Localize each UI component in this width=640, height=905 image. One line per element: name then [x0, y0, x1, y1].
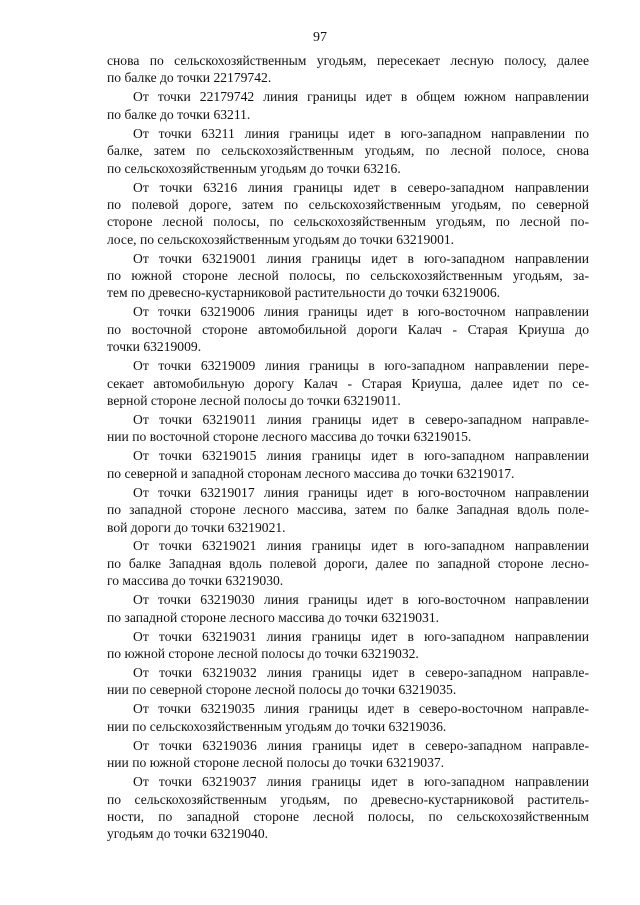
text-line: балке, затем по сельскохозяйственным угодьям, по лесной полосе, снова: [107, 143, 589, 159]
paragraph: [107, 250, 589, 302]
paragraph: [107, 700, 589, 735]
text-line: по сельскохозяйственным угодьям, по древесно-кустарниковой раститель-: [107, 791, 589, 807]
text-line: точки 63219009.: [107, 339, 202, 355]
text-line: От точки 63219011 линия границы идет в северо-западном направле-: [133, 411, 589, 427]
text-line: От точки 63219031 линия границы идет в юго-западном направлении: [133, 628, 589, 644]
text-line: секает автомобильную дорогу Калач - Старая Криуша, далее идет по се-: [107, 375, 589, 391]
body-text: [107, 52, 589, 843]
paragraph: [107, 88, 589, 123]
paragraph: [107, 737, 589, 772]
text-line: по западной стороне лесного массива, затем по балке Западная вдоль поле-: [107, 502, 589, 518]
text-line: От точки 63219032 линия границы идет в северо-западном направле-: [133, 665, 589, 680]
paragraph: [107, 537, 589, 589]
text-line: От точки 63219009 линия границы в юго-западном направлении пере-: [133, 358, 589, 374]
text-line: по балке до точки 63211.: [107, 106, 251, 122]
text-line: по полевой дороге, затем по сельскохозяйственным угодьям, по северной: [107, 196, 589, 212]
text-line: От точки 63211 линия границы идет в юго-западном направлении по: [133, 125, 589, 141]
page-number: 97: [313, 30, 327, 45]
paragraph: [107, 357, 589, 409]
text-line: От точки 63219037 линия границы идет в юго-западном направлении: [133, 774, 589, 790]
paragraph: [107, 664, 589, 699]
text-line: нии по южной стороне лесной полосы до точки 63219037.: [107, 755, 445, 771]
text-line: по балке до точки 22179742.: [107, 70, 272, 86]
text-line: нии по сельскохозяйственным угодьям до точки 63219036.: [107, 718, 447, 734]
text-line: От точки 63219035 линия границы идет в северо-восточном направле-: [133, 701, 589, 717]
paragraph: [107, 484, 589, 536]
text-line: вой дороги до точки 63219021.: [107, 519, 286, 535]
text-line: по северной и западной сторонам лесного массива до точки 63219017.: [107, 465, 515, 481]
text-line: по восточной стороне автомобильной дороги Калач - Старая Криуша до: [107, 321, 589, 337]
text-line: От точки 22179742 линия границы идет в общем южном направлении: [133, 89, 589, 105]
text-line: по балке Западная вдоль полевой дороги, далее по западной стороне лесно-: [107, 555, 589, 571]
text-line: по сельскохозяйственным угодьям до точки 63216.: [107, 160, 401, 176]
text-line: От точки 63219017 линия границы идет в юго-восточном направлении: [133, 484, 589, 500]
text-line: снова по сельскохозяйственным угодьям, пересекает лесную полосу, далее: [107, 53, 589, 68]
text-line: угодьям до точки 63219040.: [107, 826, 269, 842]
paragraph: [107, 773, 589, 843]
paragraph: [107, 628, 589, 663]
paragraph: [107, 411, 589, 446]
text-line: верной стороне лесной полосы до точки 63219011.: [107, 392, 401, 408]
paragraph: [107, 447, 589, 482]
text-line: нии по восточной стороне лесного массива до точки 63219015.: [107, 429, 472, 445]
text-line: по южной стороне лесной полосы, по сельскохозяйственным угодьям, за-: [107, 268, 589, 284]
text-line: го массива до точки 63219030.: [107, 573, 284, 589]
text-line: От точки 63219001 линия границы идет в юго-западном направлении: [133, 250, 589, 266]
text-line: От точки 63219015 линия границы идет в юго-западном направлении: [133, 448, 589, 464]
text-line: стороне лесной полосы, по сельскохозяйственным угодьям, по лесной по-: [107, 214, 589, 230]
paragraph: [107, 591, 589, 626]
text-line: От точки 63219030 линия границы идет в юго-восточном направлении: [133, 592, 589, 608]
text-line: лосе, по сельскохозяйственным угодьям до точки 63219001.: [107, 231, 455, 247]
text-line: От точки 63219021 линия границы идет в юго-западном направлении: [133, 538, 589, 554]
text-line: нии по северной стороне лесной полосы до точки 63219035.: [107, 682, 457, 698]
text-line: по западной стороне лесного массива до точки 63219031.: [107, 609, 440, 625]
text-line: От точки 63219006 линия границы идет в юго-восточном направлении: [133, 304, 589, 320]
paragraph: [107, 52, 589, 87]
paragraph: [107, 125, 589, 177]
text-line: тем по древесно-кустарниковой растительности до точки 63219006.: [107, 285, 501, 301]
text-line: ности, по западной стороне лесной полосы, по сельскохозяйственным: [107, 808, 589, 824]
paragraph: [107, 303, 589, 355]
text-line: От точки 63219036 линия границы идет в северо-западном направле-: [133, 737, 589, 753]
paragraph: [107, 179, 589, 249]
text-line: по южной стороне лесной полосы до точки 63219032.: [107, 646, 419, 662]
text-line: От точки 63216 линия границы идет в северо-западном направлении: [133, 179, 589, 195]
